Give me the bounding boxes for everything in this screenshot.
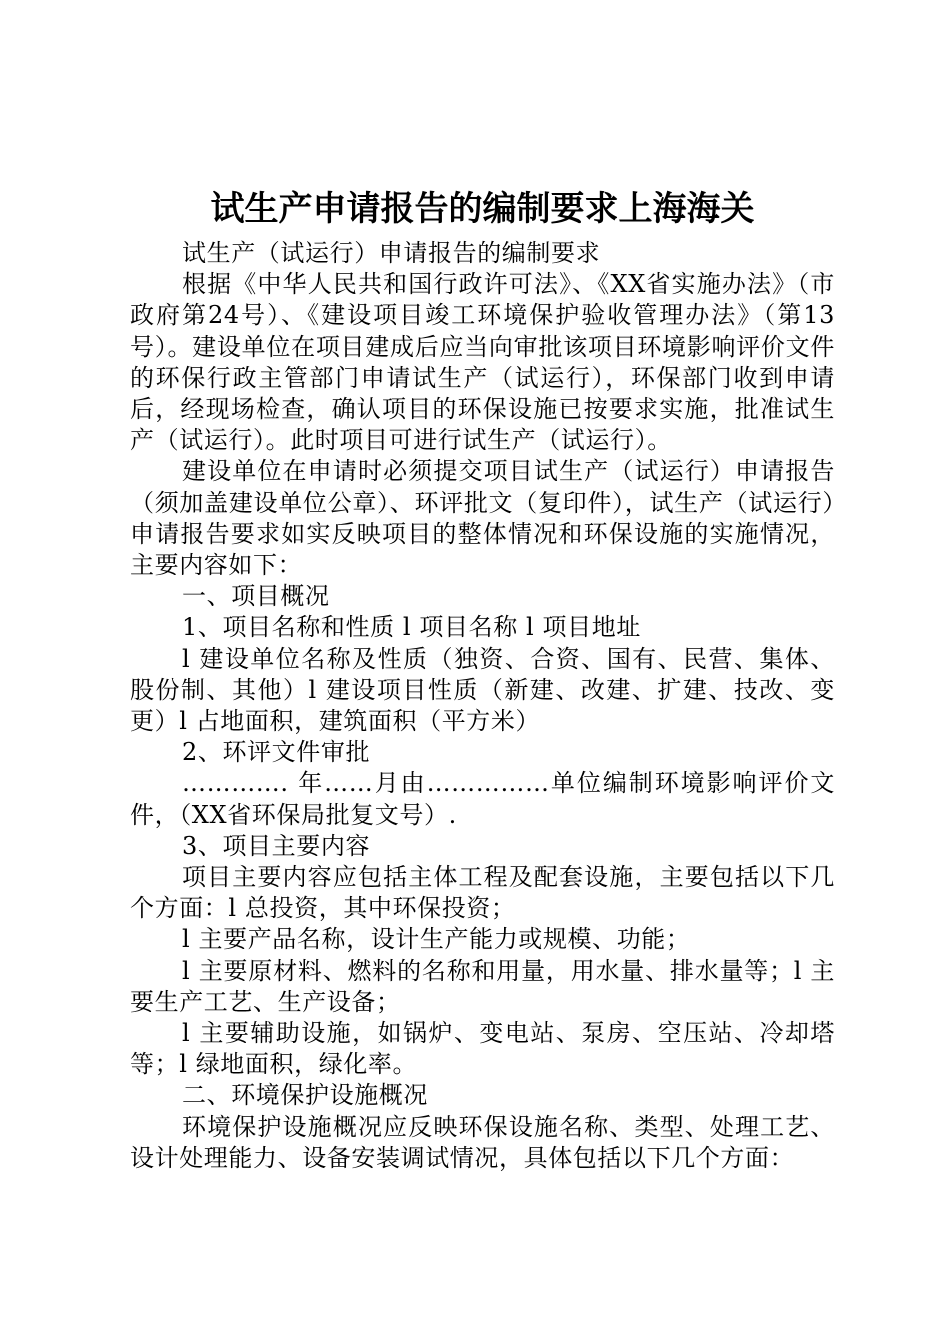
item-main-content-text: 项目主要内容应包括主体工程及配套设施，主要包括以下几个方面：l 总投资，其中环保投资； [130, 863, 835, 923]
item-eia-approval-text: …………. 年……月由……………单位编制环境影响评价文件，（XX省环保局批复文号）. [130, 769, 835, 829]
item-auxiliary-facilities: l 主要辅助设施，如锅炉、变电站、泵房、空压站、冷却塔等；l 绿地面积，绿化率。 [130, 1019, 835, 1079]
paragraph-subtitle: 试生产（试运行）申请报告的编制要求 [182, 239, 601, 267]
document-page [130, 186, 835, 1174]
item-project-name: 1、项目名称和性质 l 项目名称 l 项目地址 [182, 613, 641, 642]
item-construction-unit: l 建设单位名称及性质（独资、合资、国有、民营、集体、股份制、其他）l 建设项目性质（新建、改建、扩建、技改、变更）l 占地面积，建筑面积（平方米） [130, 644, 835, 736]
paragraph-env-facilities: 环境保护设施概况应反映环保设施名称、类型、处理工艺、设计处理能力、设备安装调试情况，具体包括以下几个方面： [130, 1112, 835, 1172]
item-raw-materials: l 主要原材料、燃料的名称和用量，用水量、排水量等；l 主要生产工艺、生产设备； [130, 956, 835, 1016]
document-title: 试生产申请报告的编制要求上海海关 [210, 189, 755, 229]
item-main-products: l 主要产品名称，设计生产能力或规模、功能； [182, 925, 691, 954]
item-main-content-heading: 3、项目主要内容 [182, 831, 371, 860]
paragraph-legal-basis: 根据《中华人民共和国行政许可法》、《XX省实施办法》（市政府第24号）、《建设项目竣工环境保护验收管理办法》（第13号）。建设单位在项目建成后应当向审批该项目环境影响评价文件的环保行政主管部门申请试生产（试运行），环保部门收到申请后，经现场检查，确认项目的环保设施已按要求实施，批准试生产（试运行）。此时项目可进行试生产（试运行）。 [130, 270, 835, 455]
paragraph-submission: 建设单位在申请时必须提交项目试生产（试运行）申请报告（须加盖建设单位公章）、环评批文（复印件），试生产（试运行）申请报告要求如实反映项目的整体情况和环保设施的实施情况，主要内容如下： [130, 457, 835, 580]
section-heading-project-overview: 一、项目概况 [182, 582, 330, 611]
item-eia-approval-heading: 2、环评文件审批 [182, 738, 371, 767]
section-heading-env-facilities: 二、环境保护设施概况 [182, 1081, 428, 1110]
